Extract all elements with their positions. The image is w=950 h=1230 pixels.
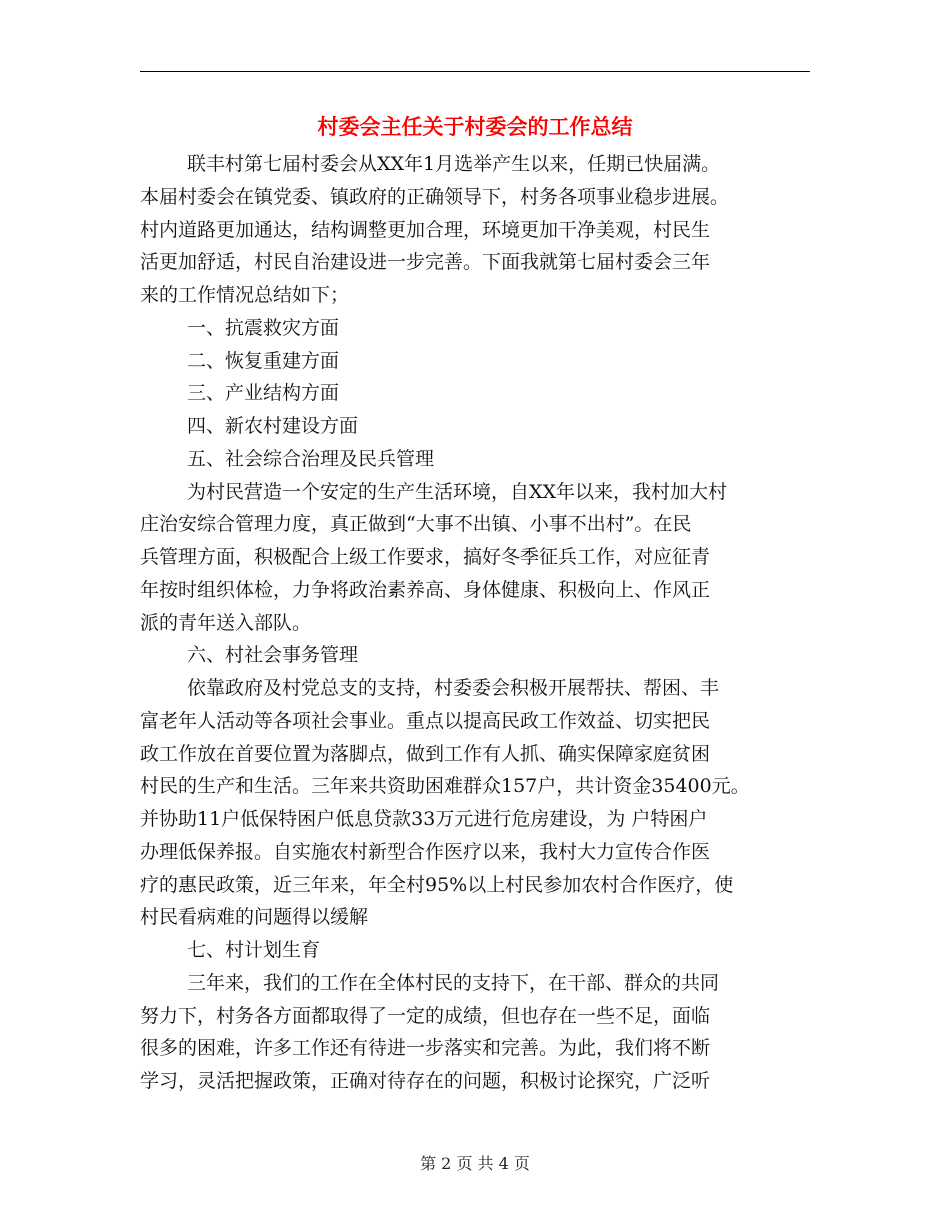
text-line: 三年来，我们的工作在全体村民的支持下，在干部、群众的共同	[187, 971, 720, 994]
text-line: 学习，灵活把握政策，正确对待存在的问题，积极讨论探究，广泛听	[140, 1070, 711, 1092]
text-line: 兵管理方面，积极配合上级工作要求，搞好冬季征兵工作，对应征青	[140, 546, 711, 568]
text-line: 为村民营造一个安定的生产生活环境，自XX年以来，我村加大村	[187, 480, 728, 503]
text-line: 六、村社会事务管理	[187, 644, 359, 667]
header-rule	[140, 71, 810, 72]
text-line: 来的工作情况总结如下；	[140, 284, 350, 306]
text-line: 村民的生产和生活。三年来共资助困难群众157户，共计资金35400元。	[140, 775, 750, 798]
text-line: 本届村委会在镇党委、镇政府的正确领导下，村务各项事业稳步进展。	[140, 185, 730, 208]
text-line: 庄治安综合管理力度，真正做到“大事不出镇、小事不出村”。在民	[140, 513, 692, 536]
text-line: 七、村计划生育	[187, 939, 321, 961]
text-line: 政工作放在首要位置为落脚点，做到工作有人抓、确实保障家庭贫困	[140, 742, 711, 765]
text-line: 二、恢复重建方面	[187, 349, 340, 372]
text-line: 四、新农村建设方面	[187, 415, 359, 437]
text-line: 并协助11户低保特困户低息贷款33万元进行危房建设，为 户特困户	[140, 808, 708, 830]
text-line: 疗的惠民政策，近三年来，年全村95%以上村民参加农村合作医疗，使	[140, 873, 734, 896]
text-line: 活更加舒适，村民自治建设进一步完善。下面我就第七届村委会三年	[140, 251, 711, 274]
text-line: 五、社会综合治理及民兵管理	[187, 447, 435, 470]
page-number-footer: 第 2 页 共 4 页	[420, 1154, 530, 1173]
text-line: 三、产业结构方面	[187, 382, 340, 405]
text-line: 联丰村第七届村委会从XX年1月选举产生以来，任期已快届满。	[187, 153, 721, 175]
text-line: 很多的困难，许多工作还有待进一步落实和完善。为此，我们将不断	[140, 1037, 711, 1060]
text-line: 村民看病难的问题得以缓解	[140, 906, 369, 929]
text-line: 年按时组织体检，力争将政治素养高、身体健康、积极向上、作风正	[140, 578, 711, 601]
document-title: 村委会主任关于村委会的工作总结	[317, 114, 633, 139]
text-line: 办理低保养报。自实施农村新型合作医疗以来，我村大力宣传合作医	[140, 840, 711, 863]
text-line: 一、抗震救灾方面	[187, 316, 340, 339]
text-line: 村内道路更加通达，结构调整更加合理，环境更加干净美观，村民生	[140, 218, 711, 241]
text-line: 富老年人活动等各项社会事业。重点以提高民政工作效益、切实把民	[140, 709, 711, 732]
document-body	[140, 148, 840, 1098]
text-line: 派的青年送入部队。	[140, 611, 312, 634]
text-line: 依靠政府及村党总支的支持，村委委会积极开展帮扶、帮困、丰	[187, 677, 720, 699]
text-line: 努力下，村务各方面都取得了一定的成绩，但也存在一些不足，面临	[140, 1004, 711, 1027]
